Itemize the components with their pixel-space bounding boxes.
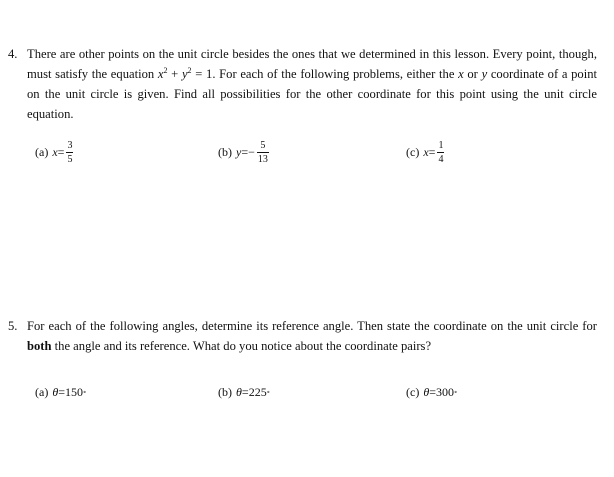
statement-text: or [463, 67, 482, 81]
angle-value: 300 [436, 384, 455, 399]
var-y: y [481, 67, 488, 81]
equals-sign: = [241, 384, 249, 399]
theta-symbol: θ [52, 384, 59, 399]
statement-text: coordinate of a point on the unit circle is given. Find all possibilities for the other coordinate for this point using the unit circle equation. [27, 67, 598, 121]
angle-value: 225 [248, 384, 267, 399]
problem-5-parts [35, 372, 595, 412]
part-variable: x [52, 144, 58, 159]
problem-statement [27, 44, 597, 124]
var-x: x [458, 67, 464, 81]
part-variable: y [236, 144, 242, 159]
eq-y: y [181, 67, 188, 81]
equals-sign: = [57, 144, 65, 159]
angle-value: 150 [65, 384, 84, 399]
equals-sign: = [429, 384, 437, 399]
equals-sign: = [58, 384, 66, 399]
fraction-bar [437, 152, 444, 153]
part-label: (b) [218, 144, 232, 159]
part-b: (b) θ = 225 ∘ [218, 384, 271, 399]
statement-text: the angle and its reference. What do you notice about the coordinate pairs? [51, 339, 432, 353]
eq-rhs: = 1 [191, 67, 213, 81]
part-label: (a) [35, 144, 49, 159]
part-variable: x [423, 144, 429, 159]
equals-sign: = [241, 144, 249, 159]
fraction-numerator: 1 [438, 139, 444, 151]
part-a: (a) θ = 150 ∘ [35, 384, 87, 399]
part-label: (b) [218, 384, 232, 399]
eq-plus: + [167, 67, 182, 81]
theta-symbol: θ [423, 384, 430, 399]
problem-statement [27, 316, 597, 356]
eq-exponent: 2 [163, 66, 168, 75]
statement-text: For each of the following angles, determine its reference angle. Then state the coordinate on the unit circle for [27, 319, 597, 333]
fraction [437, 140, 444, 165]
fraction-numerator: 3 [67, 139, 73, 151]
fraction [66, 140, 73, 165]
statement-text: . For each of the following problems, either the [212, 67, 459, 81]
fraction-bar [257, 152, 269, 153]
part-c [406, 132, 444, 172]
part-b [218, 132, 269, 172]
minus-sign: − [248, 144, 255, 159]
problem-number: 5. [8, 319, 18, 333]
fraction-bar [66, 152, 73, 153]
eq-exponent: 2 [187, 66, 192, 75]
theta-symbol: θ [236, 384, 242, 399]
equals-sign: = [428, 144, 436, 159]
part-label: (c) [406, 384, 420, 399]
part-c: (c) θ = 300 ∘ [406, 384, 458, 399]
fraction-denominator: 4 [438, 153, 444, 165]
fraction-denominator: 13 [257, 153, 268, 165]
fraction-denominator: 5 [67, 153, 73, 165]
part-a [35, 132, 73, 172]
problem-number: 4. [8, 47, 18, 61]
part-label: (a) [35, 384, 49, 399]
statement-bold: both [27, 339, 52, 353]
problem-4-parts [35, 132, 595, 172]
part-label: (c) [406, 144, 420, 159]
eq-x: x [157, 67, 164, 81]
fraction [257, 140, 269, 165]
fraction-numerator: 5 [260, 139, 266, 151]
statement-text: There are other points on the unit circle besides the ones that we determined in this lesson. Every point, though, must satisfy the equation [27, 47, 597, 81]
